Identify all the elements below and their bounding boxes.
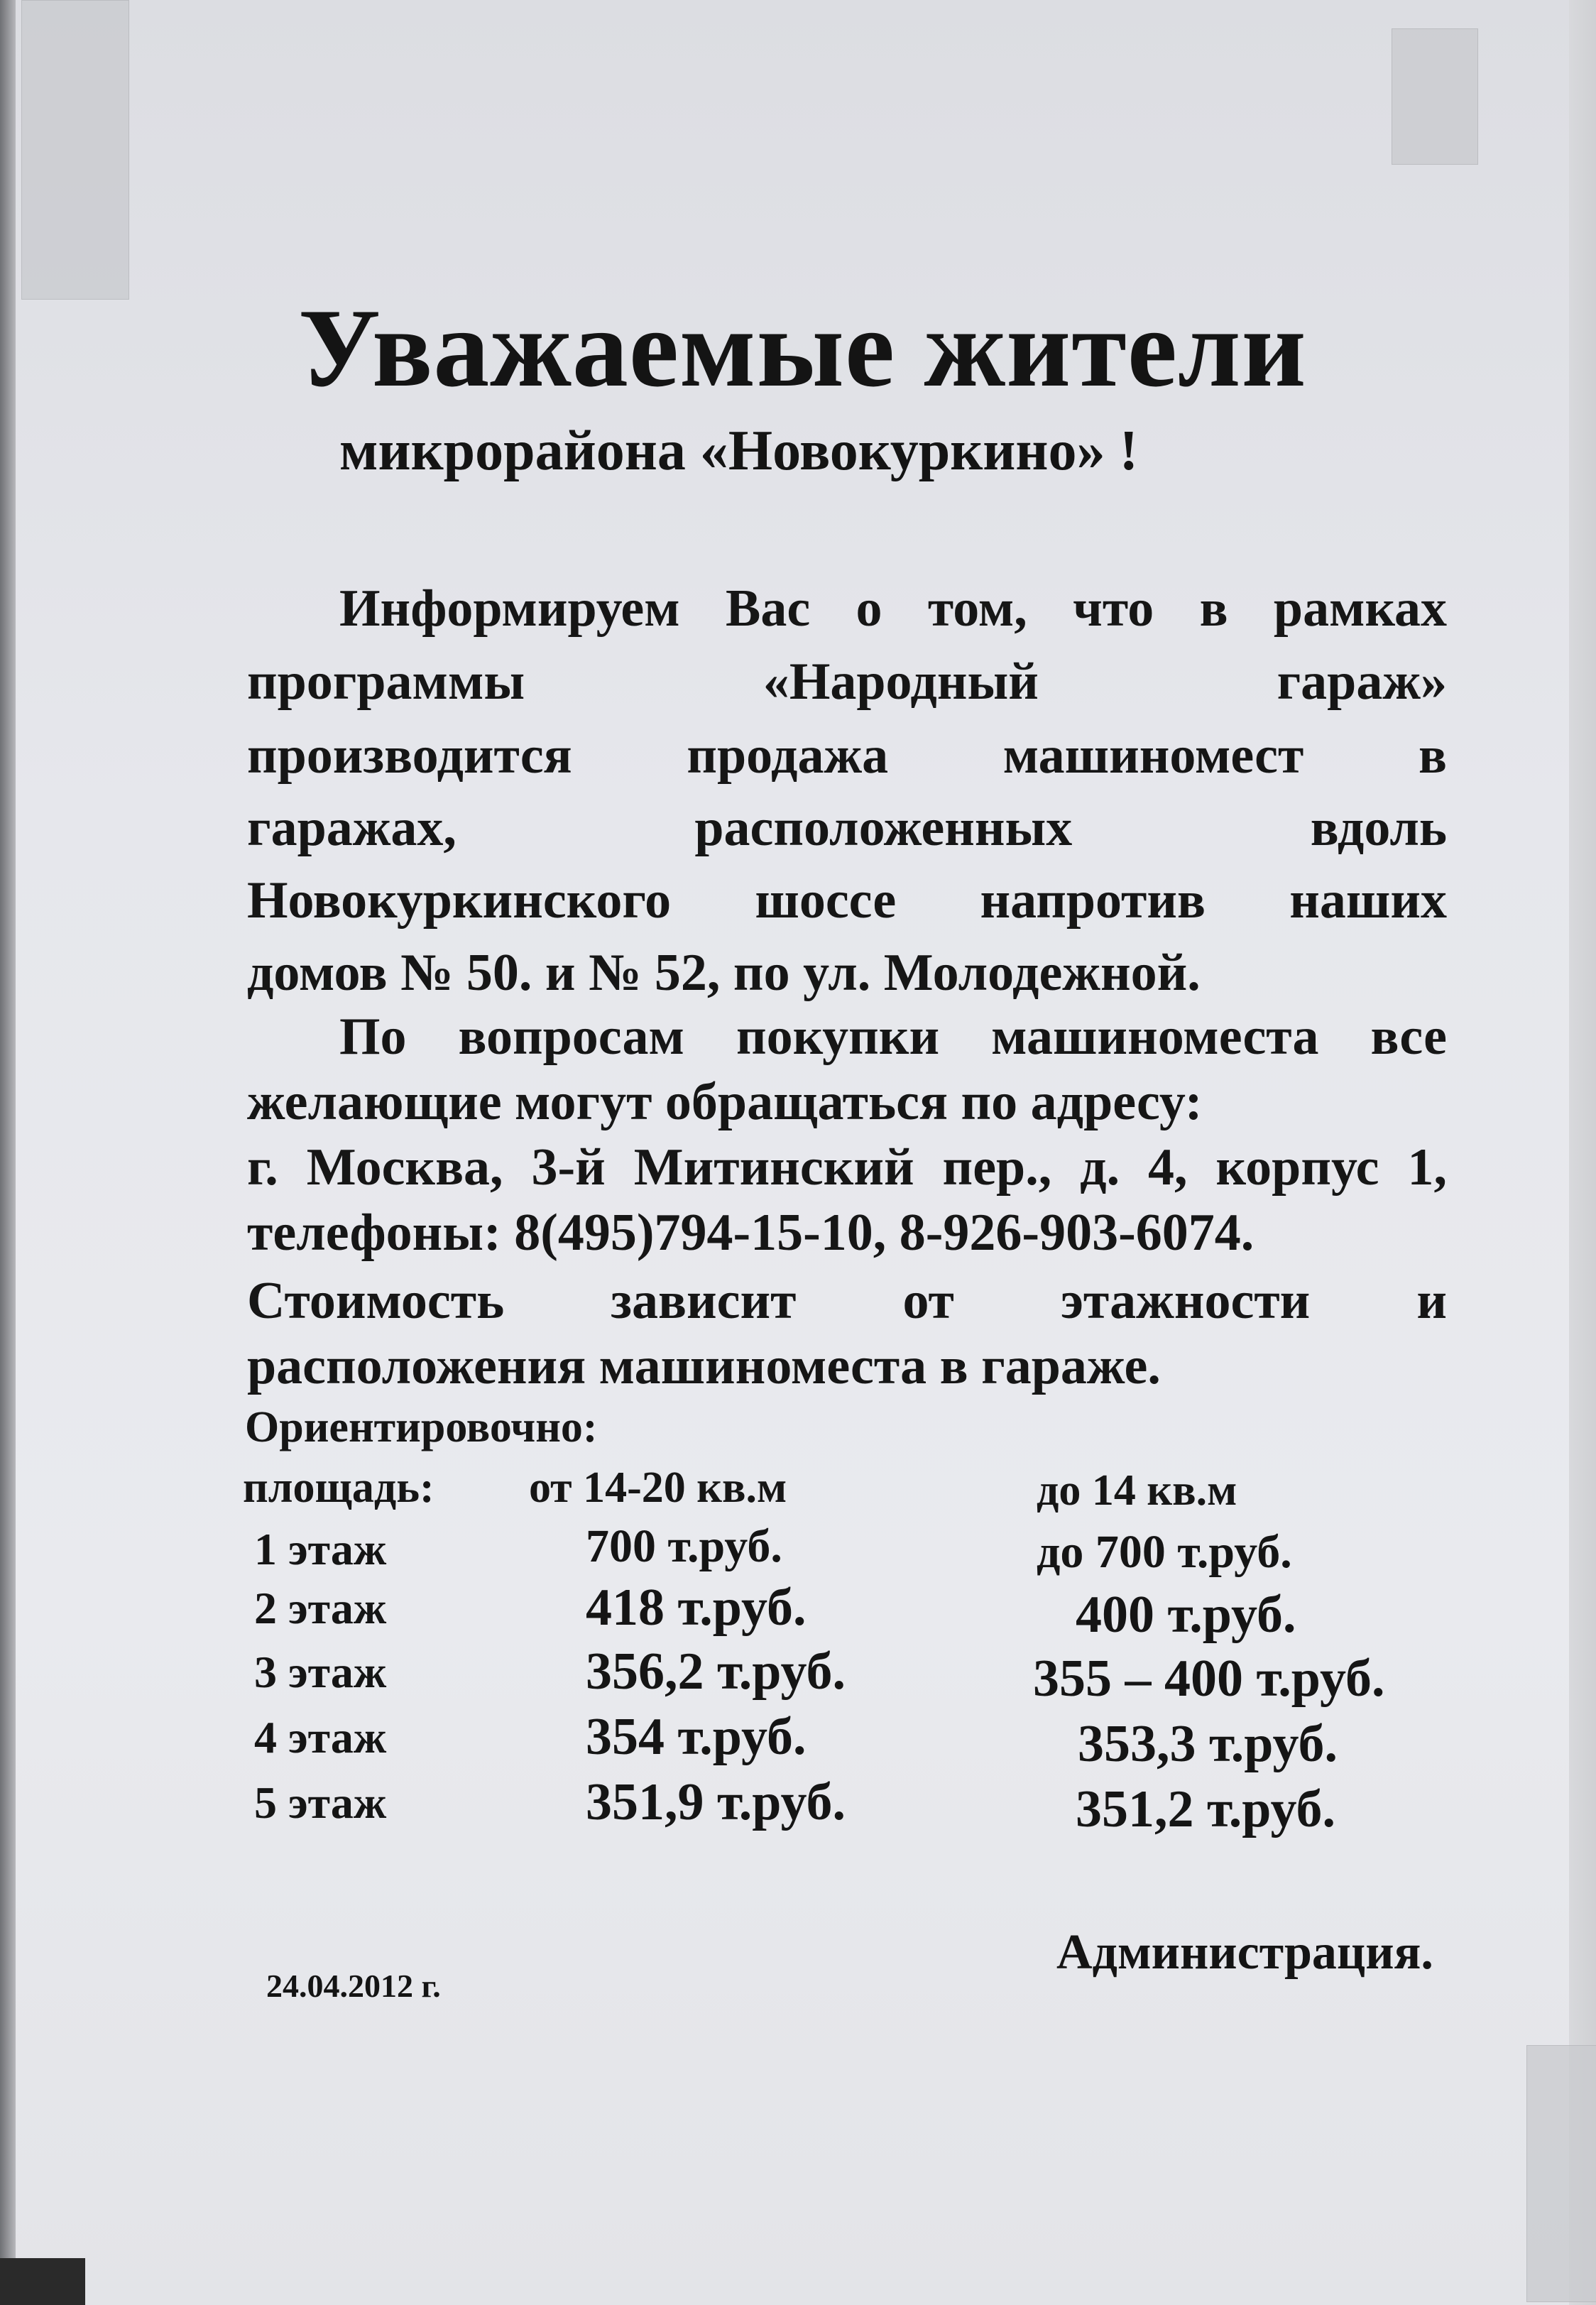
body-line-3: производится продажа машиномест в — [247, 726, 1447, 785]
body-line-8: желающие могут обращаться по адресу: — [247, 1073, 1203, 1131]
body-line-11: Стоимость зависит от этажности и — [247, 1272, 1447, 1330]
dark-corner — [0, 2258, 85, 2305]
body-line-9: г. Москва, 3-й Митинский пер., д. 4, корпус 1, — [247, 1138, 1447, 1197]
body-line-7: По вопросам покупки машиноместа все — [339, 1008, 1447, 1066]
body-line-12: расположения машиноместа в гараже. — [247, 1337, 1161, 1395]
approx-label: Ориентировочно: — [245, 1403, 598, 1451]
table-row-small: 400 т.руб. — [1076, 1586, 1296, 1644]
wall-edge-left — [0, 0, 16, 2305]
paper-edge-right — [1569, 0, 1596, 2305]
table-row-floor: 1 этаж — [254, 1524, 387, 1574]
col-small-header: до 14 кв.м — [1037, 1466, 1237, 1515]
table-row-floor: 3 этаж — [254, 1647, 387, 1697]
table-row-floor: 5 этаж — [254, 1777, 387, 1828]
area-label: площадь: — [243, 1464, 434, 1512]
table-row-floor: 2 этаж — [254, 1583, 387, 1633]
body-line-6: домов № 50. и № 52, по ул. Молодежной. — [247, 944, 1201, 1002]
table-row-small: 351,2 т.руб. — [1076, 1780, 1335, 1838]
col-large-header: от 14-20 кв.м — [529, 1464, 787, 1512]
table-row-large: 700 т.руб. — [586, 1520, 782, 1572]
table-row-floor: 4 этаж — [254, 1712, 387, 1762]
table-row-small: до 700 т.руб. — [1037, 1526, 1292, 1578]
body-line-4: гаражах, расположенных вдоль — [247, 799, 1447, 857]
body-line-10: телефоны: 8(495)794-15-10, 8-926-903-6074. — [247, 1204, 1255, 1262]
body-line-2: программы «Народный гараж» — [247, 653, 1447, 711]
tape-strip-top-left — [21, 0, 129, 300]
notice-title: Уважаемые жители — [298, 286, 1307, 410]
notice-date: 24.04.2012 г. — [266, 1968, 441, 2004]
table-row-large: 351,9 т.руб. — [586, 1773, 846, 1831]
notice-subtitle: микрорайона «Новокуркино» ! — [339, 420, 1139, 482]
table-row-large: 356,2 т.руб. — [586, 1642, 846, 1701]
body-line-5: Новокуркинского шоссе напротив наших — [247, 871, 1447, 930]
body-line-1: Информируем Вас о том, что в рамках — [339, 579, 1447, 638]
table-row-small: 355 – 400 т.руб. — [1033, 1650, 1385, 1708]
table-row-small: 353,3 т.руб. — [1078, 1715, 1338, 1773]
table-row-large: 418 т.руб. — [586, 1579, 807, 1637]
tape-strip-bottom-right — [1526, 2045, 1596, 2302]
tape-strip-top-right — [1392, 28, 1478, 165]
signature-administration: Администрация. — [1056, 1925, 1433, 1980]
table-row-large: 354 т.руб. — [586, 1708, 807, 1766]
